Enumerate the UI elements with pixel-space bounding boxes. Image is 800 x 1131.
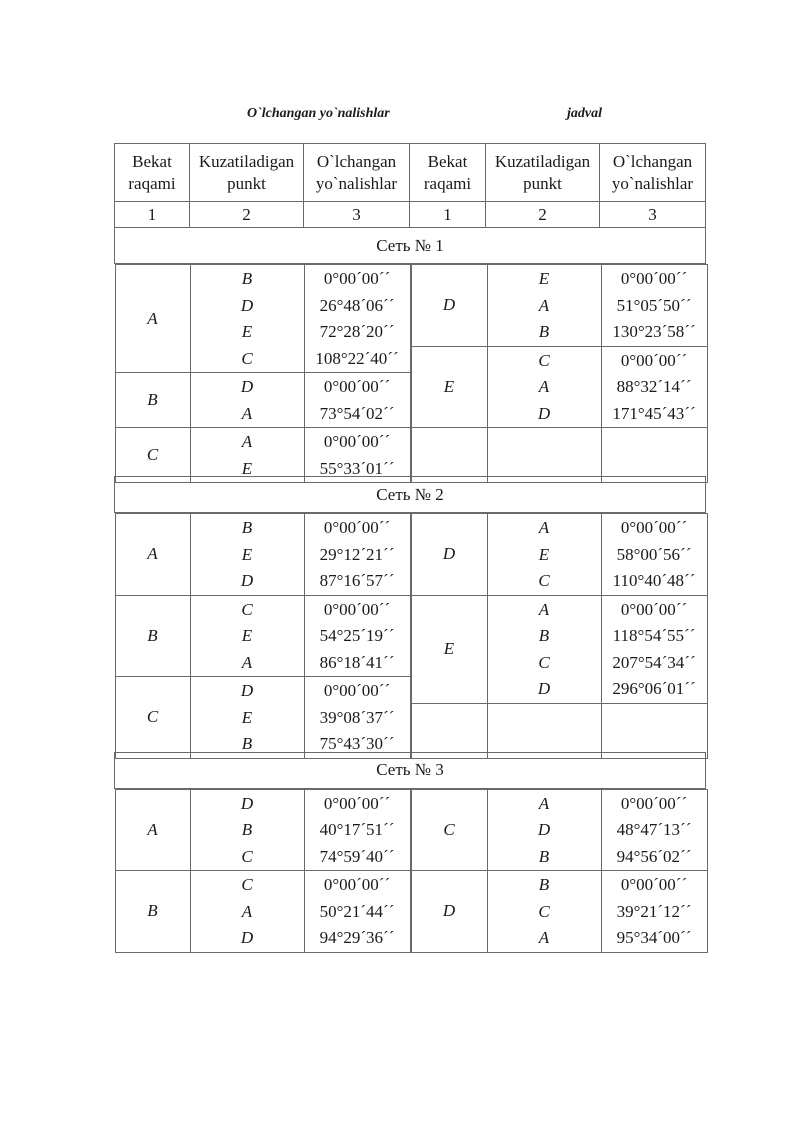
table-title: O`lchangan yo`nalishlar xyxy=(247,106,390,121)
points-cell xyxy=(487,346,601,428)
station-cell xyxy=(411,346,487,428)
values-cell xyxy=(601,789,707,871)
network-title: Сеть № 3 xyxy=(115,752,706,788)
observed-point: E xyxy=(241,544,253,564)
station-group xyxy=(411,703,707,758)
observed-point: B xyxy=(538,322,550,341)
direction-value: 296°06´01´´ xyxy=(612,679,696,698)
direction-value: 0°00´00´´ xyxy=(620,875,688,894)
header-row xyxy=(115,144,706,202)
station-group xyxy=(411,595,707,703)
direction-value: 26°48´06´´ xyxy=(319,295,395,315)
direction-value: 88°32´14´´ xyxy=(616,377,692,396)
observed-point: E xyxy=(241,322,253,341)
direction-value: 0°00´00´´ xyxy=(323,875,391,894)
station-label: D xyxy=(442,295,456,315)
observed-point: B xyxy=(538,626,550,645)
points-cell xyxy=(190,265,304,373)
network-body xyxy=(115,513,706,753)
direction-value: 55°33´01´´ xyxy=(319,458,395,478)
station-cell xyxy=(115,373,190,428)
left-half xyxy=(115,789,411,953)
observed-point: D xyxy=(240,377,254,396)
direction-value: 130°23´58´´ xyxy=(612,322,696,341)
network-body xyxy=(115,264,706,477)
network-body xyxy=(115,788,706,948)
station-cell xyxy=(115,677,190,759)
header-direction-left: O`lchangan yo`nalishlar xyxy=(304,144,410,202)
direction-value: 207°54´34´´ xyxy=(612,652,696,672)
direction-value: 94°56´02´´ xyxy=(616,846,692,866)
station-group xyxy=(411,346,707,428)
observed-point: D xyxy=(537,820,551,839)
direction-value: 72°28´20´´ xyxy=(319,322,395,341)
direction-value: 0°00´00´´ xyxy=(620,518,688,537)
values-cell xyxy=(304,514,410,596)
station-label: C xyxy=(146,707,159,727)
points-cell xyxy=(190,428,304,483)
direction-value: 95°34´00´´ xyxy=(616,928,692,947)
observed-point: A xyxy=(538,518,550,537)
values-cell xyxy=(601,595,707,703)
network-title: Сеть № 2 xyxy=(115,477,706,513)
points-cell xyxy=(190,871,304,953)
direction-value: 108°22´40´´ xyxy=(315,348,399,368)
observed-point: C xyxy=(538,350,550,370)
direction-value: 75°43´30´´ xyxy=(319,734,395,753)
station-label: D xyxy=(442,544,456,564)
station-cell xyxy=(115,595,190,677)
column-number: 2 xyxy=(486,202,600,228)
direction-value: 73°54´02´´ xyxy=(319,403,395,423)
points-cell xyxy=(487,871,601,953)
observed-point: D xyxy=(240,571,254,590)
direction-value: 29°12´21´´ xyxy=(319,544,395,564)
station-group xyxy=(411,265,707,347)
direction-value: 0°00´00´´ xyxy=(620,599,688,619)
direction-value: 0°00´00´´ xyxy=(620,793,688,813)
values-cell xyxy=(304,373,410,428)
station-group xyxy=(411,428,707,483)
direction-value: 94°29´36´´ xyxy=(319,928,395,947)
station-group xyxy=(115,428,410,483)
direction-value: 40°17´51´´ xyxy=(319,820,395,839)
values-cell xyxy=(304,677,410,759)
observed-point: A xyxy=(538,377,550,396)
station-label: A xyxy=(147,819,158,839)
station-label: B xyxy=(147,625,158,645)
values-cell xyxy=(601,871,707,953)
observed-point: A xyxy=(241,901,253,921)
station-cell xyxy=(411,871,487,953)
observed-point: C xyxy=(241,599,253,619)
observed-point: A xyxy=(538,599,550,619)
observed-point: C xyxy=(538,571,550,590)
station-label: C xyxy=(443,819,455,839)
observed-point: D xyxy=(240,295,254,315)
observed-point: C xyxy=(241,875,253,894)
observed-point: B xyxy=(241,518,253,537)
points-cell xyxy=(190,373,304,428)
station-group xyxy=(115,871,410,953)
header-point-left: Kuzatiladigan punkt xyxy=(190,144,304,202)
observed-point: A xyxy=(241,432,253,451)
network-body-row xyxy=(115,788,706,948)
values-cell xyxy=(304,428,410,483)
station-cell xyxy=(115,428,190,483)
observed-point: B xyxy=(241,734,253,753)
directions-table xyxy=(114,143,706,948)
observed-point: B xyxy=(241,269,253,288)
values-cell xyxy=(304,789,410,871)
observed-point: D xyxy=(240,928,254,947)
direction-value: 0°00´00´´ xyxy=(620,269,688,288)
direction-value: 0°00´00´´ xyxy=(323,269,391,288)
points-cell xyxy=(487,789,601,871)
station-cell xyxy=(115,789,190,871)
direction-value: 39°21´12´´ xyxy=(616,901,692,921)
column-number-row xyxy=(115,202,706,228)
observed-point: B xyxy=(538,875,550,894)
direction-value: 110°40´48´´ xyxy=(612,571,696,590)
direction-value: 74°59´40´´ xyxy=(319,846,395,866)
direction-value: 39°08´37´´ xyxy=(319,707,395,727)
table-label: jadval xyxy=(567,106,602,121)
station-cell xyxy=(115,265,190,373)
observed-point: C xyxy=(241,846,253,866)
values-cell xyxy=(601,428,707,483)
station-label: E xyxy=(443,639,455,658)
network-body-row xyxy=(115,264,706,477)
observed-point: E xyxy=(538,269,550,288)
observed-point: D xyxy=(240,681,254,700)
station-cell xyxy=(115,514,190,596)
observed-point: E xyxy=(538,544,550,564)
left-half xyxy=(115,264,411,483)
points-cell xyxy=(487,265,601,347)
direction-value: 171°45´43´´ xyxy=(612,403,696,423)
observed-point: A xyxy=(538,928,550,947)
points-cell xyxy=(190,789,304,871)
observed-point: C xyxy=(241,348,253,368)
station-group xyxy=(115,595,410,677)
column-number: 2 xyxy=(190,202,304,228)
header-point-right: Kuzatiladigan punkt xyxy=(486,144,600,202)
station-cell xyxy=(411,514,487,596)
direction-value: 0°00´00´´ xyxy=(323,377,391,396)
header-direction-right: O`lchangan yo`nalishlar xyxy=(600,144,706,202)
station-label: A xyxy=(147,308,158,328)
observed-point: A xyxy=(538,793,550,813)
direction-value: 51°05´50´´ xyxy=(616,295,692,315)
values-cell xyxy=(601,703,707,758)
right-half xyxy=(411,789,708,953)
station-label: D xyxy=(442,901,456,921)
observed-point: E xyxy=(241,707,253,727)
station-group xyxy=(411,514,707,596)
left-half xyxy=(115,513,411,759)
station-cell xyxy=(411,595,487,703)
values-cell xyxy=(601,265,707,347)
direction-value: 54°25´19´´ xyxy=(319,626,395,645)
observed-point: C xyxy=(538,901,550,921)
direction-value: 86°18´41´´ xyxy=(319,652,395,672)
network-body-wrap xyxy=(115,264,706,476)
station-group xyxy=(115,677,410,759)
observed-point: D xyxy=(240,793,254,813)
station-group xyxy=(411,871,707,953)
direction-value: 118°54´55´´ xyxy=(612,626,696,645)
column-number: 1 xyxy=(115,202,190,228)
direction-value: 58°00´56´´ xyxy=(616,544,692,564)
column-number: 1 xyxy=(410,202,486,228)
values-cell xyxy=(304,265,410,373)
direction-value: 87°16´57´´ xyxy=(319,571,395,590)
station-label: B xyxy=(147,390,158,409)
station-group xyxy=(115,265,410,373)
network-body-wrap xyxy=(115,513,706,752)
station-label: E xyxy=(443,376,455,396)
direction-value: 0°00´00´´ xyxy=(323,432,391,451)
observed-point: A xyxy=(241,652,253,672)
station-label: C xyxy=(146,445,159,464)
column-number: 3 xyxy=(304,202,410,228)
network-title: Сеть № 1 xyxy=(115,228,706,264)
observed-point: E xyxy=(241,458,253,478)
observed-point: D xyxy=(537,679,551,698)
direction-value: 0°00´00´´ xyxy=(323,518,391,537)
observed-point: B xyxy=(538,846,550,866)
points-cell xyxy=(487,703,601,758)
points-cell xyxy=(190,595,304,677)
station-group xyxy=(115,789,410,871)
header-station-right: Bekat raqami xyxy=(410,144,486,202)
station-cell xyxy=(115,871,190,953)
values-cell xyxy=(601,346,707,428)
points-cell xyxy=(487,428,601,483)
station-cell xyxy=(411,428,487,483)
values-cell xyxy=(304,871,410,953)
network-body-row xyxy=(115,513,706,753)
points-cell xyxy=(487,595,601,703)
station-label: A xyxy=(147,544,158,564)
station-cell xyxy=(411,265,487,347)
observed-point: A xyxy=(538,295,550,315)
values-cell xyxy=(601,514,707,596)
right-half xyxy=(411,264,708,483)
station-group xyxy=(411,789,707,871)
observed-point: C xyxy=(538,652,550,672)
direction-value: 0°00´00´´ xyxy=(323,599,391,619)
points-cell xyxy=(190,677,304,759)
direction-value: 0°00´00´´ xyxy=(323,681,391,700)
points-cell xyxy=(190,514,304,596)
right-half xyxy=(411,513,708,759)
station-label: B xyxy=(147,901,158,921)
observed-point: E xyxy=(241,626,253,645)
direction-value: 0°00´00´´ xyxy=(620,350,688,370)
direction-value: 0°00´00´´ xyxy=(323,793,391,813)
points-cell xyxy=(487,514,601,596)
observed-point: A xyxy=(241,403,253,423)
station-group xyxy=(115,373,410,428)
network-body-wrap xyxy=(115,789,706,948)
header-station-left: Bekat raqami xyxy=(115,144,190,202)
observed-point: D xyxy=(537,403,551,423)
observed-point: B xyxy=(241,820,253,839)
direction-value: 48°47´13´´ xyxy=(616,820,692,839)
station-cell xyxy=(411,703,487,758)
column-number: 3 xyxy=(600,202,706,228)
values-cell xyxy=(304,595,410,677)
direction-value: 50°21´44´´ xyxy=(319,901,395,921)
station-cell xyxy=(411,789,487,871)
station-group xyxy=(115,514,410,596)
network-row xyxy=(115,228,706,264)
